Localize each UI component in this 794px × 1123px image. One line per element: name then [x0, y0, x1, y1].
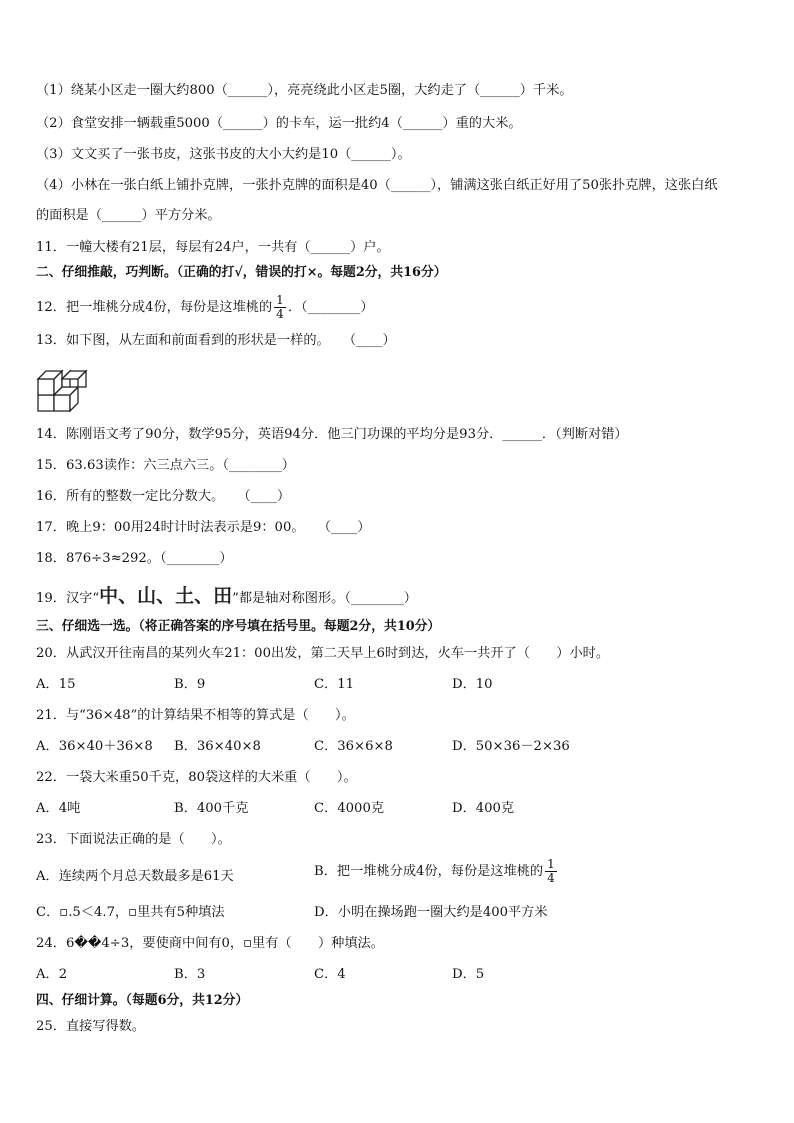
question-13: 13．如下图，从左面和前面看到的形状是一样的。 （____） [36, 333, 396, 348]
hanzi-characters: 中、山、土、田 [99, 585, 233, 607]
q22-option-d: D．400克 [452, 801, 515, 816]
fraction-one-quarter [545, 858, 557, 885]
q21-option-a: A．36×40＋36×8 [36, 739, 153, 754]
cube-stack-figure [36, 364, 88, 412]
question-25: 25．直接写得数。 [36, 1019, 146, 1034]
question-20: 20．从武汉开往南昌的某列火车21：00出发，第二天早上6时到达，火车一共开了（ ）小时。 [36, 646, 610, 661]
section-3-heading: 三、仔细选一选。（将正确答案的序号填在括号里。每题2分，共10分） [36, 619, 441, 634]
question-22: 22．一袋大米重50千克，80袋这样的大米重（ ）。 [36, 770, 357, 785]
q21-option-b: B．36×40×8 [174, 739, 261, 754]
question-24: 24．6��4÷3，要使商中间有0，▫里有（ ）种填法。 [36, 936, 384, 951]
question-21: 21．与“36×48”的计算结果不相等的算式是（ ）。 [36, 708, 355, 723]
question-18: 18．876÷3≈292。（________） [36, 551, 233, 566]
question-19 [36, 585, 770, 610]
q23-option-c: C．▫.5＜4.7，▫里共有5种填法 [36, 905, 225, 920]
question-10-part-3: （3）文文买了一张书皮，这张书皮的大小大约是10（______）。 [36, 147, 411, 162]
question-12-answer: ．（________） [287, 300, 374, 315]
question-16: 16．所有的整数一定比分数大。 （____） [36, 489, 291, 504]
q24-option-c: C．4 [314, 967, 346, 982]
question-11: 11．一幢大楼有21层，每层有24户，一共有（______）户。 [36, 240, 390, 255]
q24-option-a: A．2 [36, 967, 68, 982]
question-12 [36, 294, 770, 321]
q22-option-c: C．4000克 [314, 801, 385, 816]
question-10-part-4: （4）小林在一张白纸上铺扑克牌，一张扑克牌的面积是40（______），铺满这张白纸正好用了50张扑克牌，这张白纸 [36, 178, 718, 193]
fraction-denominator: 4 [547, 871, 555, 885]
q23-option-b [314, 858, 559, 885]
section-2-heading: 二、仔细推敲，巧判断。（正确的打√，错误的打×。每题2分，共16分） [36, 265, 447, 280]
section-4-heading: 四、仔细计算。（每题6分，共12分） [36, 993, 249, 1008]
q21-option-c: C．36×6×8 [314, 739, 393, 754]
question-10-part-2: （2）食堂安排一辆载重5000（______）的卡车，运一批约4（______）重的大米。 [36, 116, 522, 131]
fraction-numerator: 1 [276, 293, 284, 307]
question-19-prefix: 19．汉字“ [36, 591, 100, 606]
q20-option-c: C．11 [314, 677, 355, 692]
q20-option-b: B．9 [174, 677, 206, 692]
q21-option-d: D．50×36－2×36 [452, 739, 570, 754]
fraction-one-quarter [274, 294, 286, 321]
fraction-denominator: 4 [276, 307, 284, 321]
q22-option-b: B．400千克 [174, 801, 249, 816]
q24-option-d: D．5 [452, 967, 485, 982]
question-23: 23．下面说法正确的是（ ）。 [36, 832, 231, 847]
question-12-text: 12．把一堆桃分成4份，每份是这堆桃的 [36, 300, 273, 315]
q23-option-b-text: B．把一堆桃分成4份，每份是这堆桃的 [314, 864, 544, 879]
q23-option-a: A．连续两个月总天数最多是61天 [36, 869, 234, 884]
fraction-numerator: 1 [547, 857, 555, 871]
question-14: 14．陈刚语文考了90分，数学95分，英语94分．他三门功课的平均分是93分．______．（判断对错） [36, 427, 628, 442]
q23-option-d: D．小明在操场跑一圈大约是400平方米 [314, 905, 548, 920]
q20-option-a: A．15 [36, 677, 76, 692]
question-19-suffix: ”都是轴对称图形。（________） [232, 591, 417, 606]
q22-option-a: A．4吨 [36, 801, 81, 816]
question-10-part-4-cont: 的面积是（______）平方分米。 [36, 208, 221, 223]
question-17: 17．晚上9：00用24时计时法表示是9：00。 （____） [36, 520, 371, 535]
q20-option-d: D．10 [452, 677, 493, 692]
question-10-part-1: （1）绕某小区走一圈大约800（______），亮亮绕此小区走5圈，大约走了（______）千米。 [36, 83, 573, 98]
q24-option-b: B．3 [174, 967, 206, 982]
question-15: 15．63.63读作：六三点六三。（________） [36, 458, 295, 473]
